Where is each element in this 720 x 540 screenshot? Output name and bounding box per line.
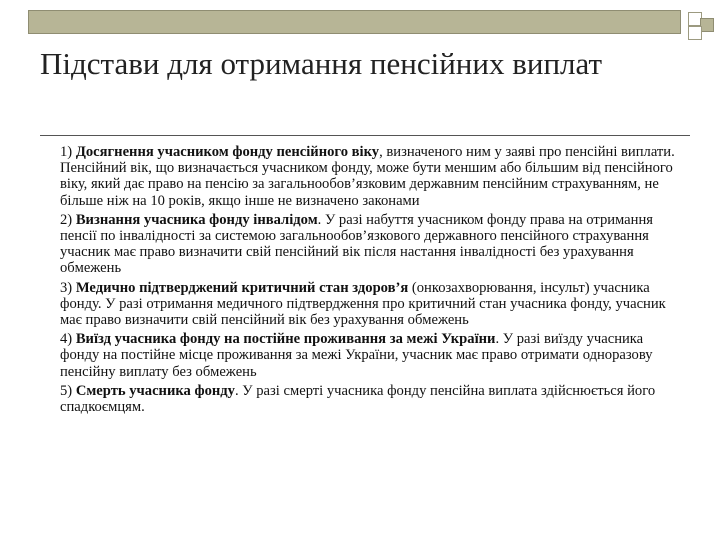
item-number: 5) [60,382,73,399]
item-number: 2) [60,211,73,228]
item-number: 4) [60,331,73,348]
list-item [60,144,682,209]
slide-content [60,144,682,418]
list-item [60,212,682,277]
item-number: 3) [60,279,73,296]
item-heading: Медично підтверджений критичний стан здоров’я [75,279,409,296]
item-heading: Виїзд учасника фонду на постійне проживання за межі України [75,331,496,348]
decorative-square [688,26,702,40]
item-text: (онкозахворювання, інсульт) учасника фонду. У разі отримання медичного підтвердження про критичний стан учасника фонду, учасник має право визначити свій пенсійний вік без урахування обмежень [60,279,666,329]
item-heading: Смерть учасника фонду [75,382,235,399]
slide-title: Підстави для отримання пенсійних виплат [40,46,603,81]
item-heading: Визнання учасника фонду інвалідом [75,211,318,228]
decorative-top-bar [28,10,681,34]
list-item [60,280,682,329]
list-item [60,383,682,415]
item-text: . У разі смерті учасника фонду пенсійна виплата здійснюється його спадкоємцям. [60,382,656,416]
item-text: . У разі набуття учасником фонду права на отримання пенсії по інвалідності за системою загальнообов’язкового державного пенсійного страхування учасник має право визначити свій пенсійний вік після настання інвалідності без урахування обмежень [60,211,653,277]
item-heading: Досягнення учасником фонду пенсійного віку [75,144,380,160]
item-text: , визначеного ним у заяві про пенсійні виплати. Пенсійний вік, що визначається учасником фонду, може бути меншим або більшим від пенсійного віку, який дає право на пенсію за загальнообов’язковим державним пенсійним страхуванням, не більше ніж на 10 років, якщо інше не визначено законами [60,144,675,209]
decorative-square [700,18,714,32]
item-number: 1) [60,144,73,160]
list-item [60,331,682,380]
item-text: . У разі виїзду учасника фонду на постійне місце проживання за межі України, учасник має право отримати одноразову пенсійну виплату без обмежень [60,331,653,380]
title-divider [40,135,690,136]
